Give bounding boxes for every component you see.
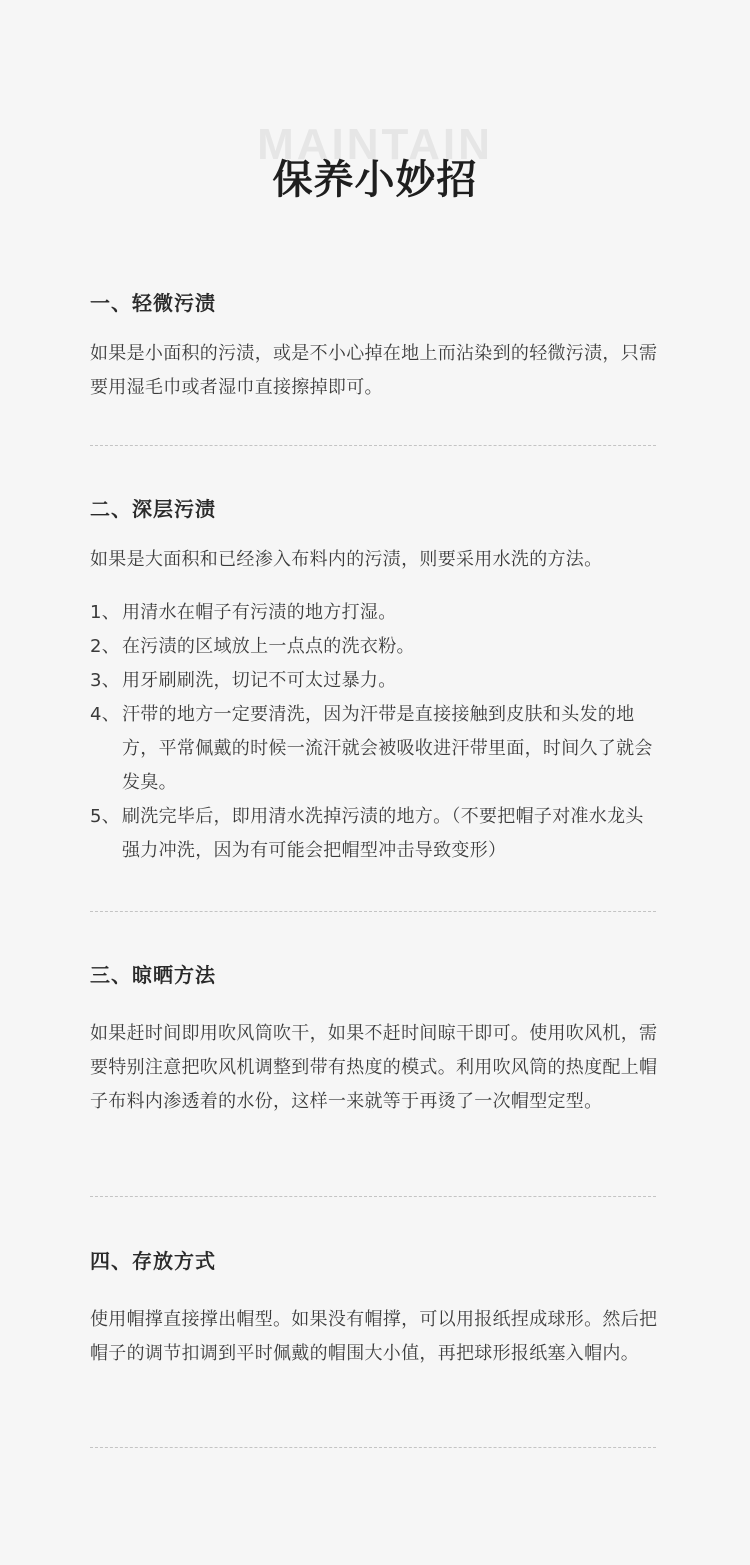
- list-item: [90, 800, 660, 868]
- section-heading: 三、晾晒方法: [90, 963, 216, 987]
- list-item: [90, 596, 660, 630]
- steps-list: [90, 596, 660, 868]
- dashed-divider: [90, 1447, 656, 1448]
- list-item: [90, 698, 660, 800]
- section-heading: 二、深层污渍: [90, 497, 216, 521]
- dashed-divider: [90, 911, 656, 912]
- step-number: 3、: [90, 670, 121, 691]
- step-text: 在污渍的区域放上一点点的洗衣粉。: [122, 636, 415, 657]
- section-drying-method: [90, 960, 660, 1119]
- section-paragraph: 如果是小面积的污渍，或是不小心掉在地上而沾染到的轻微污渍，只需要用湿毛巾或者湿巾直接擦掉即可。: [90, 343, 658, 398]
- step-number: 2、: [90, 636, 121, 657]
- section-paragraph: 如果是大面积和已经渗入布料内的污渍，则要采用水洗的方法。: [90, 549, 603, 570]
- section-light-stains: [90, 288, 660, 405]
- step-text: 汗带的地方一定要清洗，因为汗带是直接接触到皮肤和头发的地方，平常佩戴的时候一流汗就会被吸收进汗带里面，时间久了就会发臭。: [122, 704, 653, 793]
- step-text: 用清水在帽子有污渍的地方打湿。: [122, 602, 397, 623]
- dashed-divider: [90, 445, 656, 446]
- list-item: [90, 630, 660, 664]
- section-storage-method: [90, 1246, 660, 1371]
- page-header: [0, 0, 750, 240]
- section-paragraph: 使用帽撑直接撑出帽型。如果没有帽撑，可以用报纸捏成球形。然后把帽子的调节扣调到平时佩戴的帽围大小值，再把球形报纸塞入帽内。: [90, 1309, 658, 1364]
- section-heading: 四、存放方式: [90, 1249, 216, 1273]
- dashed-divider: [90, 1196, 656, 1197]
- step-text: 用牙刷刷洗，切记不可太过暴力。: [122, 670, 397, 691]
- step-number: 5、: [90, 806, 121, 827]
- step-number: 1、: [90, 602, 121, 623]
- section-heading: 一、轻微污渍: [90, 291, 216, 315]
- section-paragraph: 如果赶时间即用吹风筒吹干，如果不赶时间晾干即可。使用吹风机，需要特别注意把吹风机调整到带有热度的模式。利用吹风筒的热度配上帽子布料内渗透着的水份，这样一来就等于再烫了一次帽型定型。: [90, 1023, 658, 1112]
- page-title: 保养小妙招: [272, 157, 478, 203]
- step-text: 刷洗完毕后，即用清水洗掉污渍的地方。（不要把帽子对准水龙头强力冲洗，因为有可能会把帽型冲击导致变形）: [122, 806, 644, 861]
- step-number: 4、: [90, 704, 121, 725]
- list-item: [90, 664, 660, 698]
- watermark-text: MAINTAIN: [257, 120, 493, 169]
- section-deep-stains: [90, 494, 660, 868]
